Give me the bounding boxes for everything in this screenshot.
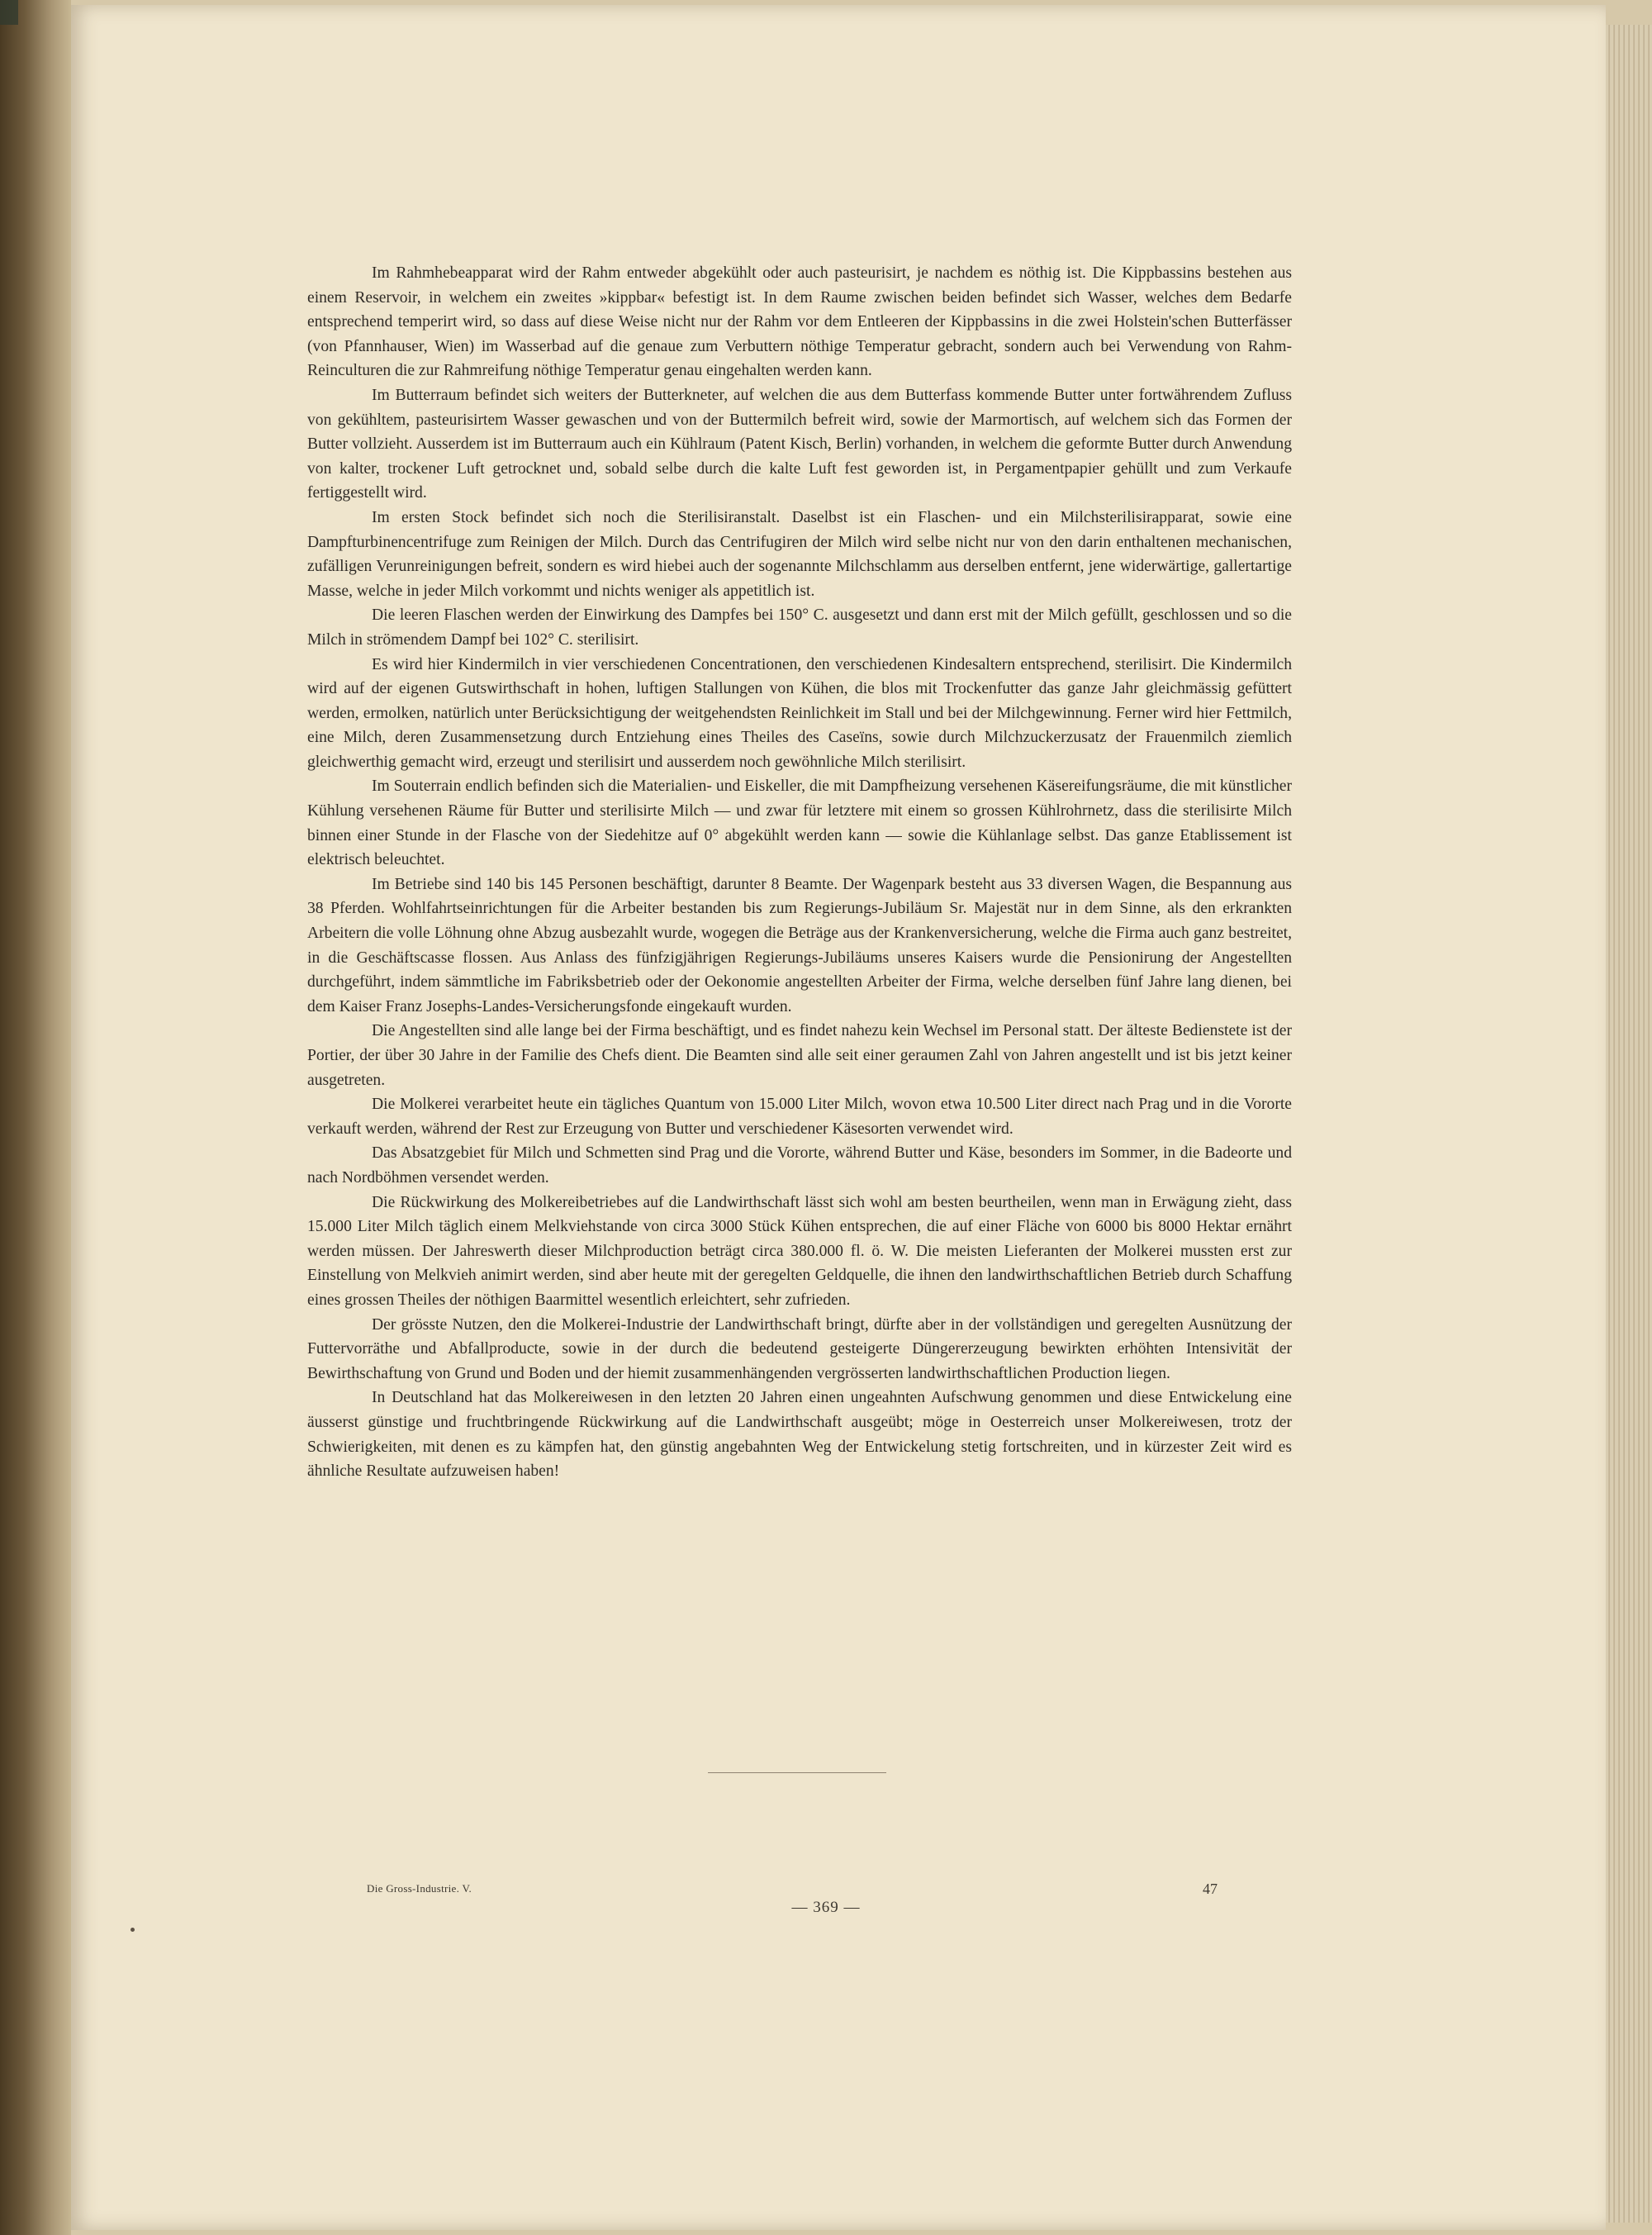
paragraph-quantum: Die Molkerei verarbeitet heute ein tägliches Quantum von 15.000 Liter Milch, wovon etwa 10.500 Liter direct nach Prag und in die Vororte verkauft werden, während der Rest zur Erzeugung von Butter und verschiedener Käsesorten verwendet wird.: [307, 1096, 1292, 1138]
paragraph-flaschen: Die leeren Flaschen werden der Einwirkung des Dampfes bei 150° C. ausgesetzt und dann erst mit der Milch gefüllt, geschlossen und so die Milch in strömendem Dampf bei 102° C. sterilisirt.: [307, 606, 1292, 649]
paragraph-deutschland: In Deutschland hat das Molkereiwesen in den letzten 20 Jahren einen ungeahnten Aufschwung genommen und diese Entwickelung eine äusserst günstige und fruchtbringende Rückwirkung auf die Landwirthschaft ausgeübt; möge in Oesterreich unser Molkereiwesen, trotz der Schwierigkeiten, mit denen es zu kämpfen hat, den günstig angebahnten Weg der Entwickelung stetig fortschreiten, und in kürzester Zeit wird es ähnliche Resultate aufzuweisen haben!: [307, 1389, 1292, 1481]
paper-speck: [131, 1928, 135, 1932]
page-stack-edge: [1606, 25, 1652, 2223]
paragraph-absatzgebiet: Das Absatzgebiet für Milch und Schmetten sind Prag und die Vororte, während Butter und Käse, besonders im Sommer, in die Badeorte und nach Nordböhmen versendet werden.: [307, 1144, 1292, 1186]
paragraph-nutzen: Der grösste Nutzen, den die Molkerei-Industrie der Landwirthschaft bringt, dürfte aber in der vollständigen und geregelten Ausnützung der Futtervorräthe und Abfallproducte, sowie in der durch die bedeutend gesteigerte Düngererzeugung bewirkten erhöhten Intensivität der Bewirthschaftung von Grund und Boden und der hiemit zusammenhängenden vergrösserten landwirthschaftlichen Production liegen.: [307, 1315, 1292, 1382]
signature-mark: 47: [1203, 1881, 1218, 1897]
page-number: — 369 —: [791, 1899, 861, 1916]
paragraph-butterraum: Im Butterraum befindet sich weiters der Butterkneter, auf welchen die aus dem Butterfass kommende Butter unter fortwährendem Zufluss von gekühltem, pasteurisirtem Wasser gewaschen und von der Buttermilch befreit wird, sowie der Marmortisch, auf welchem sich das Formen der Butter vollzieht. Ausserdem ist im Butterraum auch ein Kühlraum (Patent Kisch, Berlin) vorhanden, in welchem die geformte Butter durch Anwendung von kalter, trockener Luft getrocknet und, sobald selbe durch die kalte Luft fest geworden ist, in Pergamentpapier gehüllt und zum Verkaufe fertiggestellt wird.: [307, 386, 1292, 502]
paragraph-rahmhebeapparat: Im Rahmhebeapparat wird der Rahm entweder abgekühlt oder auch pasteurisirt, je nachdem es nöthig ist. Die Kippbassins bestehen aus einem Reservoir, in welchem ein zweites »kippbar« befestigt ist. In dem Raume zwischen beiden befindet sich Wasser, welches dem Bedarfe entsprechend temperirt wird, so dass auf diese Weise nicht nur der Rahm vor dem Entleeren der Kippbassins in die zwei Holstein'schen Butterfässer (von Pfannhauser, Wien) im Wasserbad auf die genaue zum Verbuttern nöthige Temperatur gebracht, sondern auch bei Verwendung von Rahm-Reinculturen die zur Rahmreifung nöthige Temperatur genau eingehalten werden kann.: [307, 264, 1292, 380]
paragraph-angestellte: Die Angestellten sind alle lange bei der Firma beschäftigt, und es findet nahezu kein Wechsel im Personal statt. Der älteste Bedienstete ist der Portier, der über 30 Jahre in der Familie des Chefs dient. Die Beamten sind alle seit einer geraumen Zahl von Jahren angestellt und ist bis jetzt keiner ausgetreten.: [307, 1022, 1292, 1089]
paragraph-rueckwirkung: Die Rückwirkung des Molkereibetriebes auf die Landwirthschaft lässt sich wohl am besten beurtheilen, wenn man in Erwägung zieht, dass 15.000 Liter Milch täglich einem Melkviehstande von circa 3000 Stück Kühen entsprechen, die auf einer Fläche von 6000 bis 8000 Hektar ernährt werden müssen. Der Jahreswerth dieser Milchproduction beträgt circa 380.000 fl. ö. W. Die meisten Lieferanten der Molkerei mussten erst zur Einstellung von Melkvieh animirt werden, sind aber heute mit der geregelten Geldquelle, die ihnen den landwirthschaftlichen Betrieb durch Schaffung eines grossen Theiles der nöthigen Baarmittel wesentlich erleichtert, sehr zufrieden.: [307, 1193, 1292, 1309]
section-end-rule: [708, 1772, 886, 1773]
paragraph-souterrain: Im Souterrain endlich befinden sich die Materialien- und Eiskeller, die mit Dampfheizung versehenen Käsereifungsräume, die mit künstlicher Kühlung versehenen Räume für Butter und sterilisirte Milch — und zwar für letztere mit einem so grossen Kühlrohrnetz, dass die sterilisirte Milch binnen einer Stunde in der Flasche von der Siedehitze auf 0° abgekühlt werden kann — sowie die Kühlanlage selbst. Das ganze Etablissement ist elektrisch beleuchtet.: [307, 777, 1292, 869]
paragraph-betrieb: Im Betriebe sind 140 bis 145 Personen beschäftigt, darunter 8 Beamte. Der Wagenpark besteht aus 33 diversen Wagen, die Bespannung aus 38 Pferden. Wohlfahrtseinrichtungen für die Arbeiter bestanden bis zum Regierungs-Jubiläum Sr. Majestät nur in dem Sinne, als den erkrankten Arbeitern die volle Löhnung ohne Abzug ausbezahlt wurde, wogegen die Beträge aus der Krankenversicherung, welche die Firma auch ganz bestreitet, in die Geschäftscasse flossen. Aus Anlass des fünfzigjährigen Regierungs-Jubiläums unseres Kaisers wurde die Pensionirung der Angestellten durchgeführt, indem sämmtliche im Fabriksbetrieb oder der Oekonomie angestellten Arbeiter der Firma, welche derselben fünf Jahre lang dienen, bei dem Kaiser Franz Josephs-Landes-Versicherungsfonde eingekauft wurden.: [307, 875, 1292, 1015]
previous-page-edge: [0, 0, 71, 2235]
binding-mark: [0, 0, 18, 25]
paragraph-sterilisiranstalt: Im ersten Stock befindet sich noch die Sterilisiranstalt. Daselbst ist ein Flaschen- und ein Milchsterilisirapparat, sowie eine Dampfturbinencentrifuge zum Reinigen der Milch. Durch das Centrifugiren der Milch wird selbe nicht nur von den darin enthaltenen mechanischen, zufälligen Verunreinigungen befreit, sondern es wird hiebei auch der sogenannte Milchschlamm aus derselben entfernt, jene widerwärtige, gallertartige Masse, welche in jeder Milch vorkommt und nichts weniger als appetitlich ist.: [307, 508, 1292, 600]
body-text: [307, 261, 1292, 1484]
publication-footer: Die Gross-Industrie. V.: [367, 1882, 472, 1895]
paragraph-kindermilch: Es wird hier Kindermilch in vier verschiedenen Concentrationen, den verschiedenen Kindesaltern entsprechend, sterilisirt. Die Kindermilch wird auf der eigenen Gutswirthschaft in hohen, luftigen Stallungen von Kühen, die blos mit Trockenfutter das ganze Jahr gleichmässig gefüttert werden, ermolken, natürlich unter Berücksichtigung der weitgehendsten Reinlichkeit im Stall und bei der Milchgewinnung. Ferner wird hier Fettmilch, eine Milch, deren Zusammensetzung durch Entziehung eines Theiles des Caseïns, sowie durch Milchzuckerzusatz der Frauenmilch ziemlich gleichwerthig gemacht wird, erzeugt und sterilisirt und ausserdem noch gewöhnliche Milch sterilisirt.: [307, 655, 1292, 771]
